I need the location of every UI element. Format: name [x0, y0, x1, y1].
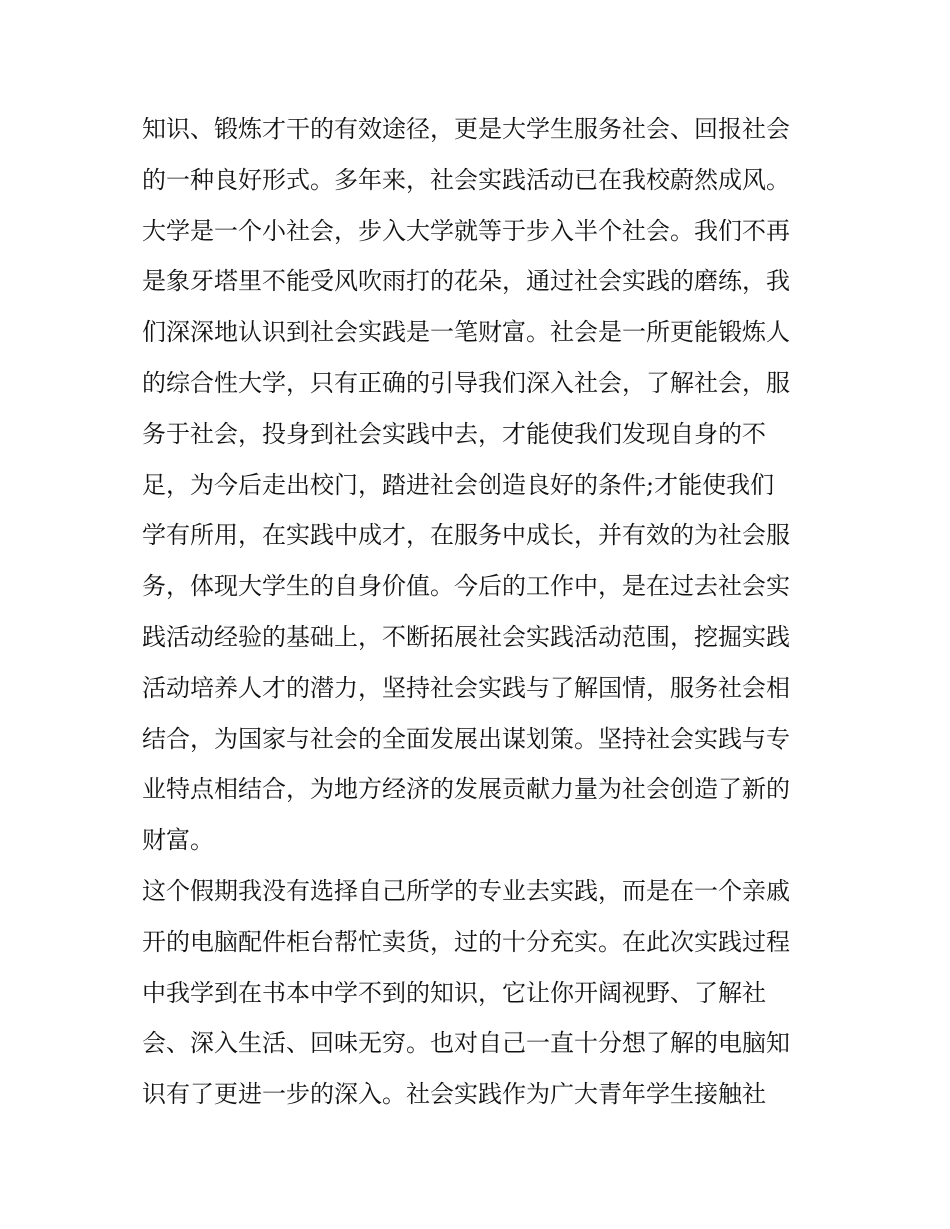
body-text	[142, 104, 822, 1120]
text-line: 务于社会，投身到社会实践中去，才能使我们发现自身的不	[142, 419, 766, 448]
text-line: 会、深入生活、回味无穷。也对自己一直十分想了解的电脑知	[142, 1029, 790, 1058]
text-line: 中我学到在书本中学不到的知识，它让你开阔视野、了解社	[142, 978, 766, 1007]
text-line: 的综合性大学，只有正确的引导我们深入社会，了解社会，服	[142, 368, 790, 397]
text-line: 大学是一个小社会，步入大学就等于步入半个社会。我们不再	[142, 216, 790, 245]
text-line: 足，为今后走出校门，踏进社会创造良好的条件;才能使我们	[142, 470, 775, 499]
text-line: 开的电脑配件柜台帮忙卖货，过的十分充实。在此次实践过程	[142, 927, 790, 956]
text-line: 识有了更进一步的深入。社会实践作为广大青年学生接触社	[142, 1080, 766, 1109]
text-line: 活动培养人才的潜力，坚持社会实践与了解国情，服务社会相	[142, 673, 790, 702]
text-line: 结合，为国家与社会的全面发展出谋划策。坚持社会实践与专	[142, 724, 790, 753]
text-line: 务，体现大学生的自身价值。今后的工作中，是在过去社会实	[142, 572, 790, 601]
text-line: 学有所用，在实践中成才，在服务中成长，并有效的为社会服	[142, 521, 790, 550]
text-line: 财富。	[142, 826, 214, 855]
text-line: 是象牙塔里不能受风吹雨打的花朵，通过社会实践的磨练，我	[142, 267, 790, 296]
text-line: 业特点相结合，为地方经济的发展贡献力量为社会创造了新的	[142, 775, 790, 804]
text-line: 这个假期我没有选择自己所学的专业去实践，而是在一个亲戚	[142, 876, 790, 905]
text-line: 们深深地认识到社会实践是一笔财富。社会是一所更能锻炼人	[142, 318, 790, 347]
text-line: 的一种良好形式。多年来，社会实践活动已在我校蔚然成风。	[142, 165, 790, 194]
text-line: 知识、锻炼才干的有效途径，更是大学生服务社会、回报社会	[142, 115, 790, 143]
text-line: 践活动经验的基础上，不断拓展社会实践活动范围，挖掘实践	[142, 622, 790, 651]
